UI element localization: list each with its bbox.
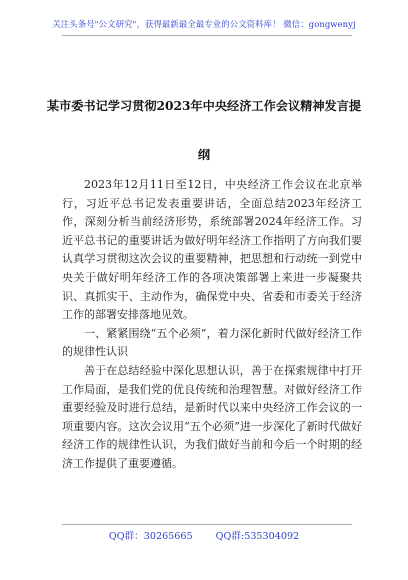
document-body bbox=[62, 176, 362, 474]
section-heading: 一、紧紧围绕“五个必须”，着力深化新时代做好经济工作的规律性认识 bbox=[62, 326, 362, 359]
header-divider bbox=[62, 35, 352, 36]
document-title-line1: 某市委书记学习贯彻2023年中央经济工作会议精神发言提 bbox=[46, 99, 362, 113]
document-title-line2: 纲 bbox=[197, 148, 211, 162]
footer-qq-group-2: QQ群:535304092 bbox=[215, 531, 300, 542]
body-paragraph: 2023年12月11日至12日，中央经济工作会议在北京举行，习近平总书记发表重要讲话，全面总结2023年经济工作，深刻分析当前经济形势，系统部署2024年经济工作。习近平总书记的重要讲话为做好明年经济工作指明了方向我们要认真学习贯彻这次会议的重要精神，把思想和行动统一到党中央关于做好明年经济工作的各项决策部署上来进一步凝聚共识、真抓实干、主动作为，确保党中央、省委和市委关于经济工作的部署安排落地见效。 bbox=[62, 178, 362, 322]
footer-divider bbox=[62, 524, 352, 525]
page-footer bbox=[0, 528, 408, 542]
footer-qq-group-1: QQ群：30265665 bbox=[108, 531, 193, 542]
body-paragraph: 善于在总结经验中深化思想认识，善于在探索规律中打开工作局面，是我们党的优良传统和治理智慧。对做好经济工作重要经验及时进行总结，是新时代以来中央经济工作会议的一项重要内容。这次会议用“五个必须”进一步深化了新时代做好经济工作的规律性认识，为我们做好当前和今后一个时期的经济工作提供了重要遵循。 bbox=[62, 363, 362, 470]
page-header-banner: 关注头条号"公文研究"，获得最新最全最专业的公文资料库！ 微信：gongwenyj bbox=[52, 19, 356, 29]
